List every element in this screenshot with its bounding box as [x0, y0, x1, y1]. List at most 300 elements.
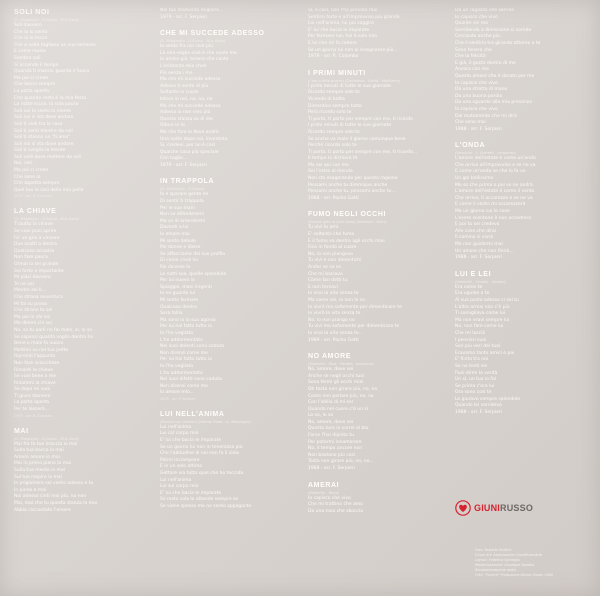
lyric-line: Pensami anche tu, pensami anche tu... — [308, 189, 396, 195]
lyric-line: Rimanti le chiave — [14, 367, 54, 373]
song-block — [455, 141, 583, 262]
lyric-line: Io capisco che vivo — [308, 495, 351, 501]
lyric-line: Che arriva, ti accarezza e se ne va — [455, 195, 533, 201]
credit-line: Masterizzazione: Giuseppe Spadea — [475, 563, 535, 567]
lyric-line: Mettimi su nel tuo petto — [14, 347, 69, 353]
song-credit: (Ricordi con lirisimo) (Jeremy Road - G. Malgioglio) — [160, 419, 251, 424]
lyric-line: Ma non guidarmi mai — [455, 242, 503, 247]
lyric-line: No, io non piango no — [308, 317, 355, 323]
lyric-line: Io amore mio... — [160, 390, 194, 396]
lyric-line: Ma dimmi chi sei — [14, 321, 52, 327]
lyric-line: Io vivrò la vita senza te — [308, 311, 361, 317]
lyric-line: La porta aperta — [14, 88, 49, 94]
lyric-line: E' lui che bacia le imparate — [160, 490, 222, 496]
lyric-line: L'altro ormai non c'è più — [455, 304, 510, 310]
lyric-line: Il tempo lo dichiara tè — [308, 156, 358, 162]
lyric-line: Sembra soli — [14, 55, 41, 61]
lyric-line: Qualcosa accadrà — [14, 248, 55, 254]
credit-line: Foto: "Fonere" Produzione Divina Studio 1988 — [475, 573, 553, 577]
song-title: IN TRAPPOLA — [160, 178, 215, 186]
song-title: LUI NELL'ANIMA — [160, 410, 225, 418]
lyric-line: E come un'onda se che lo fa un — [455, 169, 526, 175]
lyric-line: La mia voglia cioè è che vuole me — [160, 50, 237, 56]
production-credits — [475, 548, 593, 578]
lyric-line: Io amico già, tenere che canto — [160, 57, 229, 63]
lyric-line: E' lui che bacia le imparate — [160, 438, 222, 444]
lyric-line: Un amore che non finirà... — [455, 248, 514, 254]
lyric-line: L'orizzonte mia cheè — [160, 63, 207, 69]
lyric-line: Se sapessi quanta voglia dentro ho — [14, 334, 94, 340]
lyric-line: Se prima c'era lui — [455, 383, 495, 389]
song-credit: (Valentini - Riva - Peralta - Jalquento) — [308, 362, 375, 367]
lyric-line: Ma che fare io dove andrò — [160, 129, 219, 135]
lyric-line: 1989 - arr. Pocho Gatti — [308, 337, 359, 343]
lyric-line: Che sono io — [14, 174, 41, 180]
lyric-line: E non tornavi — [308, 284, 338, 290]
song-block — [308, 352, 436, 473]
lyric-line: Con l'idillio di mi ser — [308, 400, 354, 406]
lyrics-column-2 — [160, 8, 288, 592]
artist-logo-name-a: GIUNI — [474, 503, 501, 513]
lyric-line: Noi, soli — [14, 161, 32, 167]
lyric-line: Mi sento fermare — [160, 297, 199, 303]
lyric-line: E come muoio — [14, 49, 47, 55]
lyric-line: Ma poi ci crede — [14, 168, 49, 174]
lyric-line: 1988 - arr. F. Serpieri — [455, 410, 502, 416]
lyric-line: Lui col corpo mio — [160, 431, 199, 437]
lyric-line: Ma un giorno cui le cose — [455, 209, 510, 215]
lyric-line: Che a volte tagliano un suo lamento — [14, 42, 96, 48]
song-title: LUI E LEI — [455, 270, 492, 278]
lyric-line: Noi adesso cinti mai più, no non — [14, 494, 87, 500]
lyric-line: Io vivrò ma sofamente per dimenticare te — [308, 304, 402, 310]
lyric-line: Tu vivi ma sofamente per dimenticare te — [308, 324, 400, 330]
lyric-line: Tu vivi tu ami — [308, 225, 339, 231]
lyric-line: No, amore, dove sei — [308, 419, 354, 425]
lyric-line: Poi donne e libere — [160, 245, 201, 251]
lyric-line: 1988 - arr. Pocho Gatti — [308, 195, 359, 201]
lyric-line: Andar se sa se — [308, 265, 342, 270]
song-title: SOLI NOI — [14, 9, 50, 16]
lyric-line: Come fan detti tu — [308, 278, 348, 284]
lyric-line: Soltanto io cuore — [160, 90, 199, 96]
lyric-line: Ricordo sempre solo te — [308, 129, 360, 135]
lyric-line: E in un solo attimo — [160, 464, 203, 470]
lyric-line: E lui che mi fa cadere — [308, 40, 357, 46]
lyric-line: Oh testa non girare più, no, no — [308, 386, 378, 392]
lyric-line: Io ne guardo lui — [160, 291, 196, 297]
lyrics-column-3 — [308, 8, 436, 592]
lyric-line: Quel tuo io così della mia pelle — [14, 187, 84, 193]
lyric-line: Mai fra te tue braccia io mai — [14, 441, 78, 447]
lyric-line: Un gol bellissimo — [455, 176, 494, 182]
lyric-line: Sì, è così, non l'ho provato mai — [308, 8, 378, 13]
lyric-line: Sul tuo respiro io mai — [14, 474, 62, 480]
lyric-line: I primi minuti di tutte le sue giornate — [308, 123, 392, 129]
lyric-line: Pensami anche tu dimmique anche — [308, 182, 388, 188]
lyric-line: Adesso ti sento di più — [160, 83, 209, 89]
lyric-line: Per potermi innamorare — [308, 439, 362, 445]
lyric-line: Sulla tua mente io mai — [14, 468, 65, 474]
lyric-line: Che la felicità — [455, 54, 486, 60]
lyric-line: Lo so, lo so — [308, 413, 334, 419]
lyric-line: Che lascio sempre — [14, 82, 56, 88]
lyric-line: Ricordo sempre solo te — [308, 90, 360, 96]
lyric-line: Io capisco che vivo — [455, 106, 498, 112]
lyric-line: Ma come sei, io non lo so — [308, 297, 365, 303]
lyric-line: Che mi baciava — [308, 271, 343, 277]
lyric-line: Soli ti vedi tra le case — [14, 121, 63, 127]
lyric-line: Da una stretta di mano — [455, 87, 508, 93]
lyric-line: Lui sul corpo mio — [160, 484, 199, 490]
lyric-line: Anche se negli occhi tuoi — [308, 373, 365, 379]
lyric-line: Da una buona parola — [455, 93, 503, 99]
lyric-line: Eravamo tanto amici e poi — [455, 350, 515, 356]
lyric-line: Odore io te — [160, 123, 186, 129]
lyric-line: Soli noi si sta dove andare — [14, 115, 74, 121]
lyric-line: Io vivo la vita senza te... — [308, 330, 363, 336]
lyric-line: Se resto sola lo attendo sempre se — [160, 497, 239, 503]
lyric-line: 1988 - arr. F. Serpieri — [455, 126, 502, 132]
song-block — [160, 29, 288, 169]
lyric-line: No, non fare come lui — [455, 324, 504, 330]
lyric-line: E' soltanto che fumo — [308, 232, 355, 238]
lyric-line: No, io non piangevo — [308, 251, 354, 257]
song-title: I PRIMI MINUTI — [308, 69, 366, 77]
lyric-line: Soli ti sveglia la mente — [14, 148, 66, 154]
lyric-line: Che mi lasciò — [455, 330, 486, 336]
lyric-line: Nei suoi difetti sono caduta — [160, 377, 222, 383]
credit-line: Cover Art: Associazione GiuniRussoArte — [475, 553, 543, 557]
lyric-line: Perché ricordo solo te — [308, 143, 357, 149]
lyric-line: Che io lo tocco — [14, 36, 48, 42]
lyric-line: Per le sue mani — [160, 205, 195, 211]
song-block — [308, 210, 436, 344]
lyric-line: E il fumo va dentro agli occhi miei — [308, 238, 385, 244]
lyric-line: E' lui che bacia le imparate — [308, 27, 370, 33]
lyric-line: Che sono mai — [455, 120, 486, 126]
song-title: CHE MI SUCCEDE ADESSO — [160, 30, 265, 38]
lyric-line: Se anche va male il giorno comunque bene — [308, 136, 406, 142]
lyric-line: Dal mutamento che mi dirà — [455, 113, 517, 119]
lyric-line: Mi sento debole — [160, 238, 196, 244]
lyric-line: In pinne e mai — [14, 487, 47, 493]
lyric-line: Ti butto la chiave — [14, 222, 53, 228]
artist-logo-text — [474, 503, 533, 513]
lyric-line: Cercando anche più — [455, 34, 500, 40]
song-credit: (G. Malgioglio - G.Russo - M.A.Sisini) — [14, 436, 80, 441]
song-credit: (G. Malgioglio - G.Russo - M.A.Sisini) — [14, 18, 80, 22]
lyric-line: La porta aperta — [14, 400, 49, 406]
song-title: FUMO NEGLI OCCHI — [308, 211, 387, 219]
lyric-line: Il camino si vivrà — [455, 235, 494, 241]
lyric-line: Al suo posto adesso ci sei tu — [455, 297, 519, 303]
lyric-line: Che quando resta è la mia festa — [14, 95, 87, 101]
lyric-line: Soli vedi dove mettere da soli — [14, 154, 82, 160]
song-block — [308, 481, 436, 516]
lyric-line: Si, credevi, per lui è così — [160, 143, 216, 149]
lyric-line: Mi fai su prova — [14, 301, 47, 307]
song-footer: 1979 - arr. R. Colombo — [14, 194, 53, 199]
lyric-line: Lui nell'anima — [160, 424, 192, 430]
lyric-line: Ma poi in chi sei — [14, 314, 51, 320]
lyric-line: 1979 - arr. F. Serpieri — [160, 14, 207, 20]
lyric-line: Davanti a lui — [160, 225, 189, 231]
lyric-line: Lui nell'anima — [160, 477, 192, 483]
lyric-line: I pensieri suoi — [455, 337, 487, 343]
lyric-line: Ma so che prima o poi se ne andrà — [455, 182, 533, 188]
lyric-line: Mai in primo piano io mai — [14, 461, 72, 467]
lyric-line: Quante sei ma — [455, 21, 488, 27]
lyric-line: Mentre sei lì... — [14, 288, 46, 294]
song-block — [160, 8, 288, 21]
lyric-line: Era come te — [455, 284, 483, 290]
song-footer: 1979 - arr. R. Colombo — [14, 413, 53, 418]
lyric-line: Gettare via tutto quel che ho toccato — [160, 471, 244, 477]
lyric-line: 1979 - arr. F. Serpieri — [160, 162, 207, 168]
lyric-line: Sei forte e importante — [14, 268, 64, 274]
lyric-line: Lo giuravo sempre splendide — [455, 396, 521, 402]
lyric-line: Sei l'ostro al mondo — [308, 169, 353, 175]
lyric-line: Se vuoi puoi aprire — [14, 229, 57, 235]
lyric-line: Più senza i me — [160, 70, 193, 76]
song-title: NO AMORE — [308, 353, 352, 361]
lyric-line: Soli ti senti mentre da soli — [14, 128, 73, 134]
lyric-line: Di come credi lui — [160, 258, 198, 264]
lyric-line: Con taglio... — [160, 156, 188, 162]
lyric-line: Che strana avventura — [14, 294, 63, 300]
song-credit: (G. Malgioglio - G.Russo - M.A.Sisini) — [160, 39, 226, 44]
lyric-line: No, se tu parli ne fai male, sì, lo so — [14, 327, 93, 333]
lyric-line: Ancora con me — [455, 67, 489, 73]
credit-line: Rimasterizzazione audio — [475, 568, 517, 572]
song-credit: (Valentini - Ruva) — [308, 490, 340, 495]
lyric-line: Si accende il tempo — [14, 62, 59, 68]
lyric-line: Le notti sue, quelle splendide — [160, 271, 227, 277]
lyric-line: Potrei inciampare — [160, 457, 200, 463]
lyric-line: Spiaggie, mani lingenti — [160, 284, 212, 290]
lyric-line: E già, il gusto dentro di me — [455, 60, 516, 66]
lyric-line: 1979 - arr. R. Colombo — [308, 54, 359, 60]
artist-logo-name-b: RUSSO — [500, 503, 534, 513]
lyric-line: Io capisco che vivo — [455, 80, 498, 86]
lyric-line: Se dopo mi vuoi — [14, 387, 51, 393]
lyric-line: Era ugulae a te — [455, 291, 490, 297]
lyric-line: Io sento fra noi cioè più — [160, 44, 213, 50]
lyric-line: Però ricordo solo te — [308, 110, 352, 116]
lyric-line: Soli noi la sento la mente — [14, 108, 72, 114]
lyric-line: Un sì, un tuo io fai — [455, 377, 496, 383]
lyric-line: Abbia raccontato l'amore — [14, 507, 71, 513]
credit-line: Layout: Federica Spinaglio — [475, 558, 520, 562]
lyric-line: Una notte dopo noi, inventato — [160, 136, 228, 142]
lyric-line: Non bastano più così — [308, 452, 356, 458]
lyric-line: Sorridendo a dimissione si sorride — [455, 27, 532, 33]
lyric-line: Che aspetto sempre — [14, 181, 60, 187]
lyric-line: L'amore dell'estate è come un'onda — [455, 156, 536, 162]
lyric-line: Soli noi si sta dove andare — [14, 141, 74, 147]
lyric-line: L'ho addormentato — [160, 370, 203, 376]
lyric-line: Non dirensi come me — [160, 383, 208, 389]
lyric-line: Intero in noi, no, no, no — [160, 96, 213, 102]
lyric-line: Mai, mai che tu questa stanza lo mai — [14, 501, 98, 506]
lyric-line: Per fermare noi, hai è solo mio — [308, 34, 377, 40]
lyric-line: 1988 - arr. F. Serpieri — [308, 466, 355, 472]
lyric-line: Amore amore io mai — [14, 454, 60, 460]
lyric-line: Se viene spesso me ne sento appagante — [160, 504, 252, 509]
lyric-line: Sono fermi gli occhi miei — [308, 380, 364, 386]
lyric-line: Io e sparare gente ne — [160, 192, 209, 198]
lyric-line: Di sentir ti trappola — [160, 199, 204, 205]
lyric-line: Se no tenti sei — [455, 363, 488, 369]
lyric-line: Ti porto, ti porto per sempre con me, ti ricordo — [308, 116, 413, 122]
lyric-line: Soli davvero — [14, 23, 42, 28]
lyric-line: Io l'ho vegliato — [160, 363, 194, 369]
lyric-line: No, il tempo ancore non — [308, 446, 363, 452]
lyric-line: Dimentico sempre tutto — [308, 103, 362, 109]
heart-circle-icon — [455, 500, 471, 516]
lyric-line: Tu vivi e non dimentichi — [308, 258, 362, 264]
lyric-line: La notte scura, la sola paura — [14, 102, 79, 108]
song-block — [14, 427, 142, 515]
lyric-line: Questa stanza so di me — [160, 116, 213, 122]
lyric-line: Puoi dirmi la verità — [455, 370, 498, 376]
lyric-line: Questa luce io vorrei al blu — [308, 426, 369, 432]
lyric-line: Ma non eravi sempre lui — [455, 317, 510, 323]
lyric-line: E come il vento mi accarezzerà — [455, 202, 526, 208]
lyric-line: Che io lo sento — [14, 29, 48, 35]
lyric-line: 1988 - arr. F. Serpieri — [455, 255, 502, 261]
song-title: L'ONDA — [455, 142, 486, 150]
lyric-line: Qualcosa dentro — [160, 304, 197, 310]
lyric-line: Sentirsi forte e all'improvviso più grande — [308, 14, 400, 20]
song-credit: (I am a little prayer) (Calabrese - Dortà - Malfarem) — [308, 78, 401, 83]
lyric-line: Per te lascerò... — [14, 407, 49, 413]
lyric-line: Io amore mio — [160, 232, 190, 238]
lyric-line: Questo amore che è dorato per me — [455, 73, 535, 79]
lyric-line: Sarà follia — [160, 311, 183, 317]
lyric-line: Son più veri dei tuoi — [455, 344, 501, 350]
lyric-line: Sulla tua bocca io mai — [14, 448, 64, 454]
lyric-line: Testa non girare più, no, no... — [308, 459, 374, 465]
song-block — [455, 8, 583, 133]
lyric-line: Lui nell'anima, lui poi soggiro — [308, 21, 374, 27]
lyric-line: Come non parlare più, no, no — [308, 393, 374, 399]
lyric-line: Mi piaci davvero — [14, 275, 51, 281]
lyric-line: Io vivo la vita senza te — [308, 291, 359, 297]
lyric-line: In prigioniero sei vento adesso e tu — [14, 481, 94, 487]
lyric-line: Io capisco che vivo — [455, 14, 498, 20]
artist-logo — [455, 500, 585, 516]
lyric-line: Ti giuro davvero — [14, 393, 51, 399]
song-title: LA CHIAVE — [14, 208, 57, 216]
lyric-line: Da un ragazzo che sorride — [455, 8, 515, 13]
lyric-line: Soli ti stanno un "ti amo" — [14, 135, 71, 141]
lyric-line: Ti somigliava come lui — [455, 311, 506, 317]
lyric-line: Ma che mi succede adesso — [160, 77, 221, 83]
lyric-line: Due scatti a destra — [14, 242, 57, 248]
lyric-line: Ma poi ci crede — [14, 75, 49, 81]
lyric-line: Ormai io sei grande — [14, 262, 59, 267]
lyric-line: Da uno sguardo alla mia presenza — [455, 100, 532, 106]
lyric-line: Io l'ho vegliato — [160, 330, 194, 336]
song-credit: (G. Malgioglio - G.Russo) — [160, 187, 205, 192]
song-credit: (G. Malgioglio - G.Russo - M.A.Sisini) — [14, 217, 80, 222]
song-block — [455, 270, 583, 417]
lyric-line: Che il sentirlo tra girando attorno a te — [455, 40, 541, 46]
lyric-line: Riprendi l'appunto — [14, 354, 56, 360]
song-block — [160, 177, 288, 401]
lyric-line: Non dirensi come me — [160, 350, 208, 356]
lyric-line: L'ho addormentato — [160, 337, 203, 343]
lyric-line: Ridammi la chiave — [14, 380, 56, 386]
lyric-line: Ma che mi succede adesso — [160, 103, 221, 109]
lyric-line: Fino in fondo al cuore — [308, 245, 357, 251]
song-title: AMERAI — [308, 481, 340, 489]
lyric-line: Non fare scioccheze — [14, 360, 60, 366]
lyric-line: Per lui hai fatto tutto io — [160, 324, 213, 330]
lyric-line: L'esere scentone è non accedrerà — [455, 215, 532, 221]
lyric-line: E' finita tra noi — [455, 357, 489, 363]
lyric-line: Poi dicesse le — [160, 265, 191, 270]
lyric-line: Quando nel cuore c'è un sì — [308, 406, 369, 412]
credit-line: Foto: Roberto Rollichi — [475, 548, 512, 552]
song-credit: (Smoke gets in your eyes) (Harbach - Kern) — [308, 220, 387, 225]
lyric-line: Quando ti manca, guarda il fuoco — [14, 69, 90, 75]
lyric-line: Alle cose che dirai — [455, 228, 497, 234]
lyric-line: Ma sono io la sua agonia — [160, 317, 216, 323]
lyric-line: Se vuoi bene a me — [14, 374, 57, 380]
lyric-line: Ora sono così te — [455, 390, 492, 396]
lyric-line: Non so difenderemi — [160, 212, 205, 218]
lyric-line: Che l'abitudine di noi non fa il cielo — [160, 451, 240, 457]
lyric-line: Quando lei sorrideva — [455, 403, 502, 409]
song-block — [14, 207, 142, 418]
song-block — [308, 69, 436, 203]
lyric-line: Da una rosa che sboccia — [308, 508, 364, 514]
lyric-line: Nel tuo momento migliore... — [160, 8, 224, 13]
lyric-line: Sono tenera che — [455, 47, 492, 53]
lyric-line: Se un giorno lui non in tenerezza più — [160, 444, 243, 450]
lyric-line: Che strano tu sei — [14, 308, 53, 314]
lyric-line: Se un giorno lui non ai insegnasse più... — [308, 47, 398, 53]
lyric-line: Non sto esagerando per questa ragione — [308, 176, 398, 182]
lyric-line: Ma so di arrendermi — [160, 218, 206, 224]
lyric-line: Ti porto, ti porto per sempre con me, ti ricordo... — [308, 149, 418, 155]
lyric-line: Non fare paura — [14, 255, 48, 261]
lyric-line: L'amore dell'estate è come il vento — [455, 189, 535, 195]
lyric-line: Te ne vai — [14, 281, 34, 287]
lyric-line: Fa' un giro a vincere — [14, 235, 60, 241]
lyric-line: Se affacciamo dal suo profilo — [160, 251, 226, 257]
lyric-line: E poi tu sei credevo — [455, 222, 500, 228]
lyrics-column-1 — [14, 8, 142, 592]
lyric-line: I primi minuti di tutte le sue giornate — [308, 83, 392, 89]
song-block — [14, 8, 142, 199]
song-footer: 1979 - arr. F. Serpieri — [160, 396, 196, 401]
song-credit: (Valentini - L. Garretti - Jalquento) — [455, 151, 516, 156]
lyric-line: Che mi trattino che amo — [308, 502, 363, 508]
song-block — [308, 8, 436, 61]
lyric-line: Nei suoi dolenti sono caduta — [160, 344, 224, 350]
lyric-line: Che arriva all'improvviso e se ne va — [455, 162, 536, 168]
lyric-line: Vicendo di botta — [308, 96, 345, 102]
song-block — [160, 410, 288, 511]
lyric-line: Per lui hai fatto tutto io — [160, 357, 213, 363]
lyric-line: Bene o male fa nuovo — [14, 341, 64, 347]
lyric-line: No, amore, dove sei — [308, 367, 354, 373]
lyric-line: Ma sei qui con me — [308, 162, 349, 168]
